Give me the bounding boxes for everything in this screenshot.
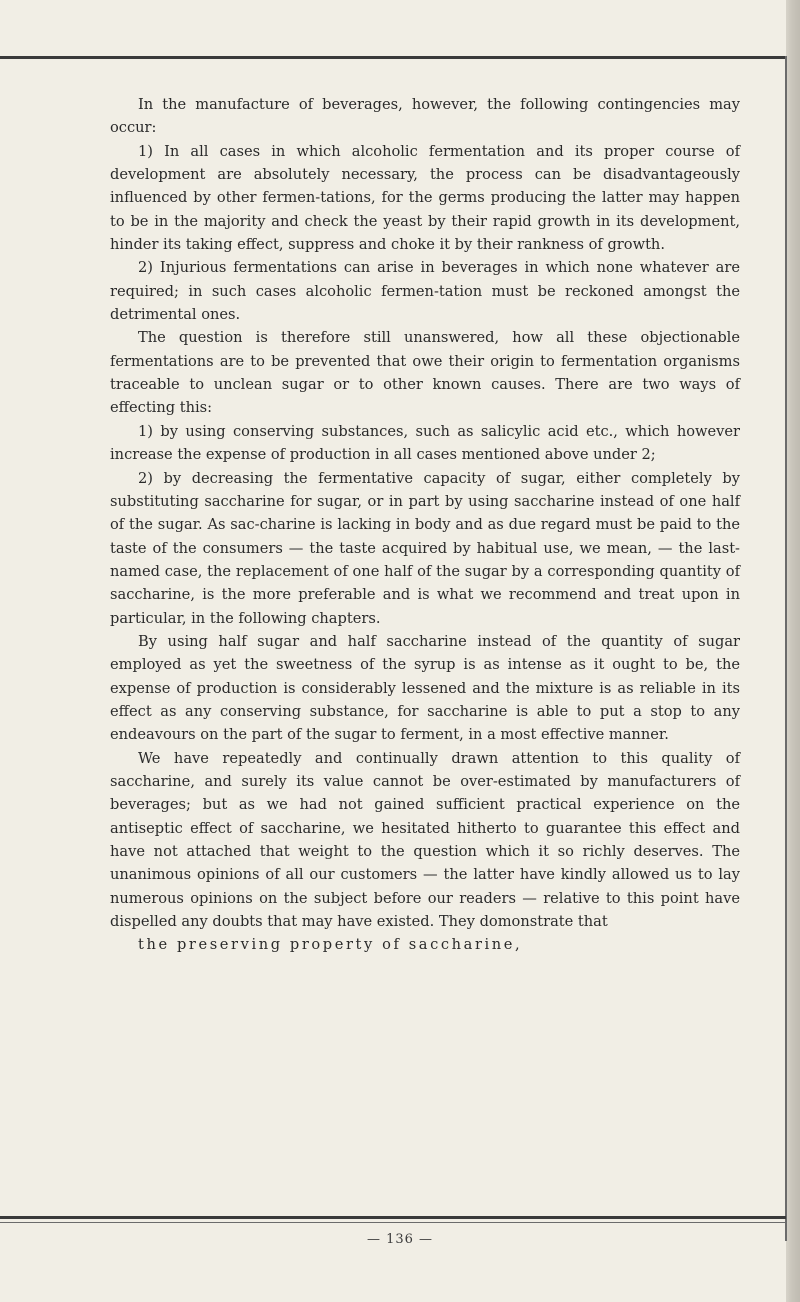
paragraph-case-1: 1) In all cases in which alcoholic fermentation and its proper course of development are absolutely necessary, the process can be disadvantageously influenced by other fermen-tations, for the germs producing the latter may happen to be in the majority and check the yeast by their rapid growth in its development, hinder its taking effect, suppress and choke it by their rankness of growth.	[110, 142, 740, 254]
frame-bottom-thin-rule	[0, 1222, 786, 1223]
paragraph-way-1: 1) by using conserving substances, such as salicylic acid etc., which however increase the expense of production in all cases mentioned above under 2;	[110, 422, 740, 464]
paragraph-question: The question is therefore still unanswered, how all these objectionable fermentations are to be prevented that owe their origin to fermentation organisms traceable to unclean sugar or to other known causes. There are two ways of effecting this:	[110, 329, 740, 417]
paragraph-half-sugar: By using half sugar and half saccharine instead of the quantity of sugar employed as yet the sweetness of the syrup is as intense as it ought to be, the expense of production is considerably lessened and the mixture is as reliable in its effect as any conserving substance, for saccharine is able to put a stop to any endeavours on the part of the sugar to ferment, in a most effective manner.	[110, 632, 740, 744]
frame-bottom-rule	[0, 1216, 786, 1219]
scan-edge	[786, 0, 800, 1302]
page-body	[110, 93, 740, 957]
paragraph-way-2: 2) by decreasing the fermentative capacity of sugar, either completely by substituting saccharine for sugar, or in part by using saccharine instead of one half of the sugar. As sac-charine is lacking in body and as due regard must be paid to the taste of the consumers — the taste acquired by habitual use, we mean, — the last-named case, the replacement of one half of the sugar by a corresponding quantity of saccharine, is the more preferable and is what we recommend and treat upon in particular, in the following chapters.	[110, 469, 740, 627]
paragraph-last-line: the preserving property of saccharine,	[138, 936, 523, 954]
frame-top-rule	[0, 56, 786, 59]
page-number: — 136 —	[366, 1232, 434, 1247]
paragraph-attention: We have repeatedly and continually drawn attention to this quality of saccharine, and surely its value cannot be over-estimated by manufacturers of beverages; but as we had not gained sufficient practical experience on the antiseptic effect of saccharine, we hesitated hitherto to guarantee this effect and have not attached that weight to the question which it so richly deserves. The unanimous opinions of all our customers — the latter have kindly allowed us to lay numerous opinions on the subject before our readers — relative to this point have dispelled any doubts that may have existed. They domonstrate that	[110, 749, 740, 931]
frame-right-rule	[785, 56, 787, 1241]
paragraph-case-2: 2) Injurious fermentations can arise in beverages in which none whatever are required; in such cases alcoholic fermen-tation must be reckoned amongst the detrimental ones.	[110, 259, 740, 324]
paragraph-intro: In the manufacture of beverages, however, the following contingencies may occur:	[110, 96, 740, 137]
